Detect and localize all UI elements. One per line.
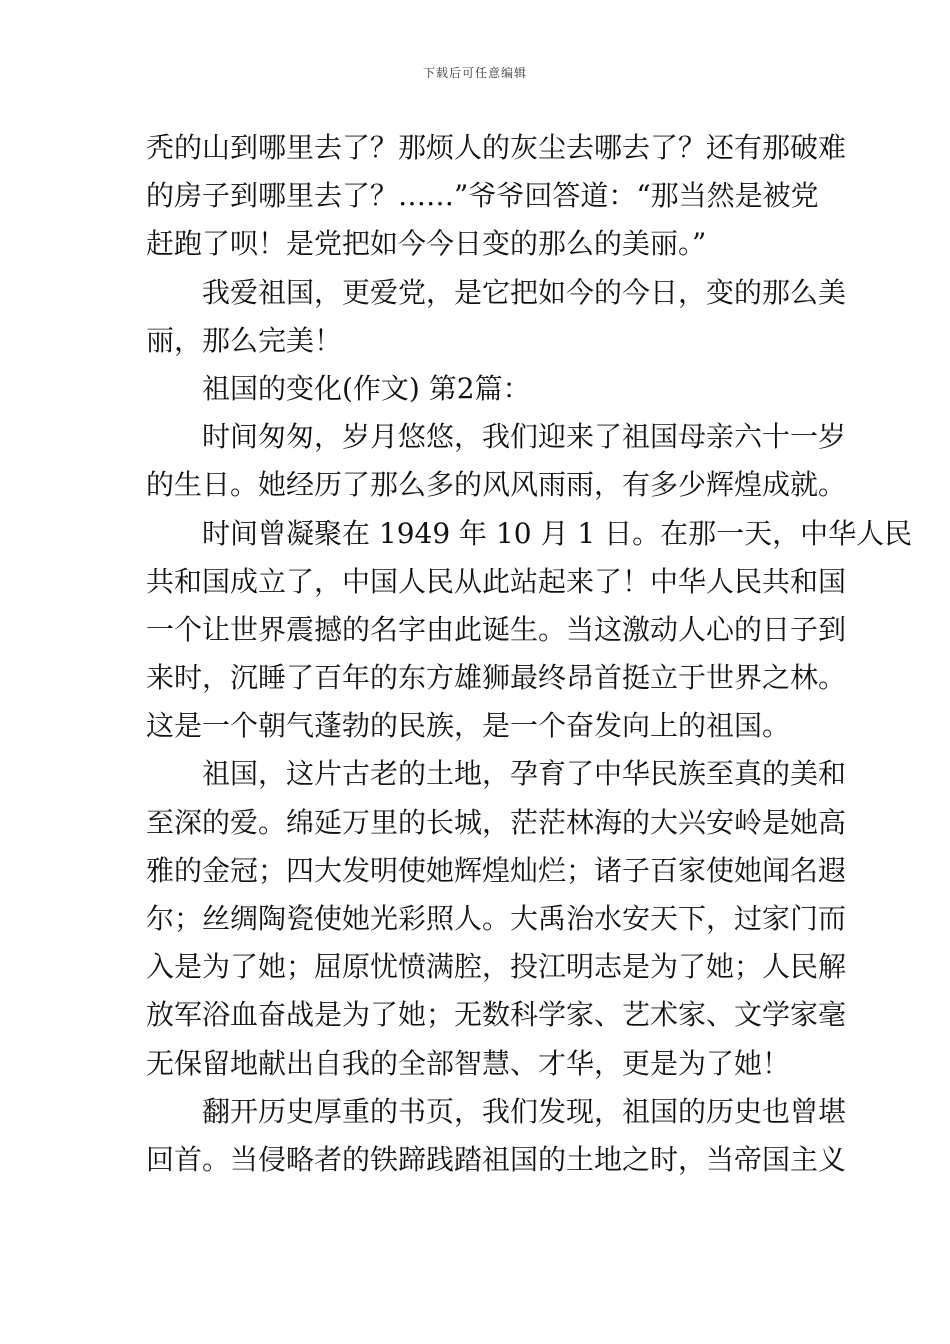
text-line: 秃的山到哪里去了？那烦人的灰尘去哪去了？还有那破难 [146, 131, 847, 164]
text-line: 回首。当侵略者的铁蹄践踏祖国的土地之时，当帝国主义 [146, 1142, 847, 1176]
text-line: 一个让世界震撼的名字由此诞生。当这激动人心的日子到 [146, 612, 847, 646]
text-line: 丽，那么完美！ [146, 323, 343, 357]
text-line: 尔；丝绸陶瓷使她光彩照人。大禹治水安天下，过家门而 [146, 902, 847, 935]
page-header-note: 下载后可任意编辑 [422, 66, 527, 80]
text-line: 雅的金冠；四大发明使她辉煌灿烂；诸子百家使她闻名遐 [146, 853, 847, 887]
paragraph-start-line: 祖国，这片古老的土地，孕育了中华民族至真的美和 [202, 757, 847, 791]
paragraph-start-line: 时间匆匆，岁月悠悠，我们迎来了祖国母亲六十一岁 [202, 420, 847, 454]
paragraph-start-line: 我爱祖国，更爱党，是它把如今的今日，变的那么美 [202, 275, 847, 309]
text-line: 这是一个朝气蓬勃的民族，是一个奋发向上的祖国。 [146, 709, 791, 743]
text-line: 无保留地献出自我的全部智慧、才华，更是为了她！ [146, 1046, 791, 1080]
paragraph-start-line: 时间曾凝聚在 1949 年 10 月 1 日。在那一天，中华人民 [202, 516, 913, 550]
text-line: 来时，沉睡了百年的东方雄狮最终昂首挺立于世界之林。 [146, 661, 847, 695]
text-line: 赶跑了呗！是党把如今今日变的那么的美丽。” [146, 227, 707, 261]
text-line: 放军浴血奋战是为了她；无数科学家、艺术家、文学家毫 [146, 998, 847, 1032]
text-line: 共和国成立了，中国人民从此站起来了！中华人民共和国 [146, 564, 847, 598]
paragraph-start-line: 翻开历史厚重的书页，我们发现，祖国的历史也曾堪 [202, 1094, 847, 1128]
text-line: 入是为了她；屈原忧愤满腔，投江明志是为了她；人民解 [146, 950, 847, 984]
text-line: 的房子到哪里去了？……”爷爷回答道：“那当然是被党 [146, 179, 819, 213]
text-line: 的生日。她经历了那么多的风风雨雨，有多少辉煌成就。 [146, 468, 847, 502]
document-body [146, 124, 913, 1184]
section-heading: 祖国的变化(作文) 第2篇： [202, 371, 531, 405]
text-line: 至深的爱。绵延万里的长城，茫茫林海的大兴安岭是她高 [146, 805, 847, 839]
